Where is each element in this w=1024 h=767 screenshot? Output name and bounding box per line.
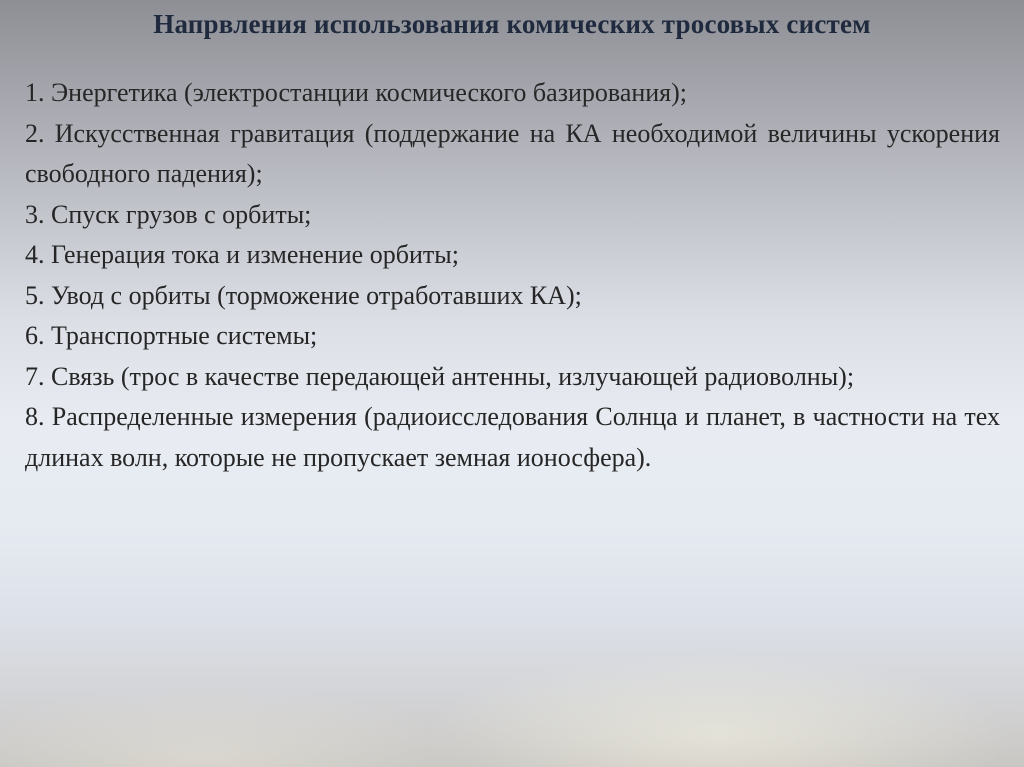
list-item-transport: 6. Транспортные системы; [25,321,318,350]
list-item-energy: 1. Энергетика (электростанции космического базирования); [25,78,688,107]
list-item-communication: 7. Связь (трос в качестве передающей антенны, излучающей радиоволны); [25,361,855,391]
list-item-current-generation: 4. Генерация тока и изменение орбиты; [25,240,459,269]
list-item-deorbit: 5. Увод с орбиты (торможение отработавших КА); [25,280,582,310]
list-item-artificial-gravity: 2. Искусственная гравитация (поддержание на КА необходимой величины ускорения свободного падения); [25,118,1000,188]
slide-title: Напрвления использования комических тросовых систем [153,9,871,39]
list-item-distributed-measurements: 8. Распределенные измерения (радиоисследования Солнца и планет, в частности на тех длинах волн, которые не пропускает земная ионосфера). [25,402,1000,472]
slide-content [25,73,1000,478]
background-haze [0,560,1024,767]
list-item-cargo-descent: 3. Спуск грузов с орбиты; [25,199,312,229]
